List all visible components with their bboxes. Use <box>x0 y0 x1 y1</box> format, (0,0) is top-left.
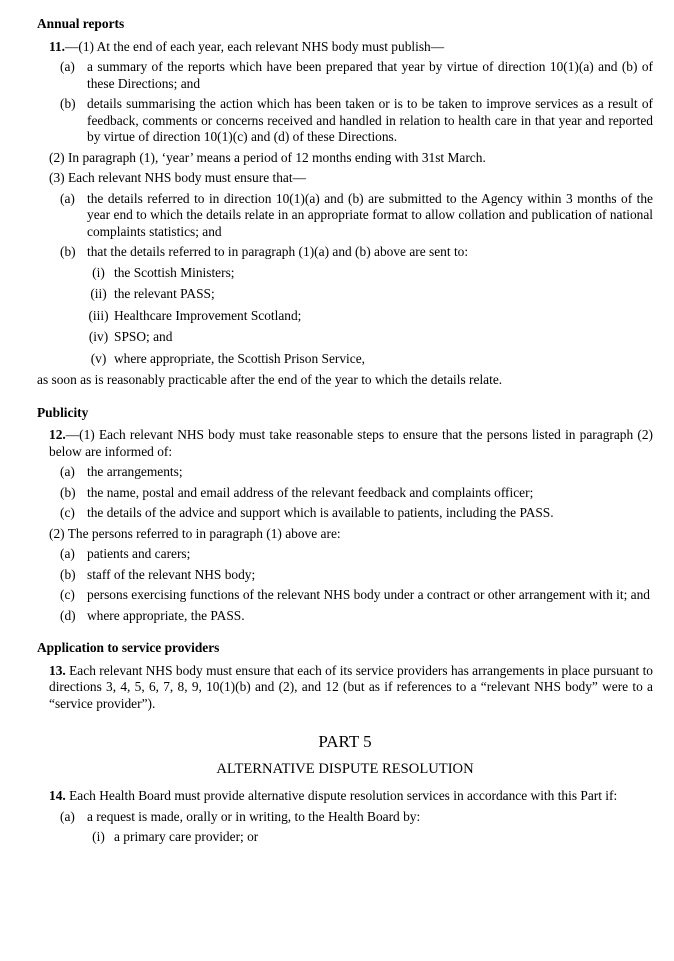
list-item: (a) patients and carers; <box>60 546 191 561</box>
sub-item: (i) a primary care provider; or <box>92 829 259 844</box>
section-heading-publicity: Publicity <box>37 404 89 420</box>
sub-item: (ii) the relevant PASS; <box>90 286 215 301</box>
document-page <box>37 16 653 851</box>
direction-number: 12. <box>49 427 66 442</box>
list-item: (a) a summary of the reports which have been prepared that year by virtue of direction 10(1)(a) and (b) of these Directions; and <box>60 59 653 91</box>
direction-11-intro: 11.—(1) At the end of each year, each relevant NHS body must publish— <box>49 38 445 54</box>
list-item: (a) a request is made, orally or in writing, to the Health Board by: <box>60 808 421 824</box>
part-title: PART 5 <box>318 732 372 751</box>
paragraph: (2) In paragraph (1), ‘year’ means a period of 12 months ending with 31st March. <box>49 149 486 165</box>
paragraph: (3) Each relevant NHS body must ensure that— <box>49 170 306 185</box>
list-item: (b) details summarising the action which has been taken or is to be taken to improve services as a result of feedback, comments or concerns received and handled in relation to health care in that year and reported by virtue of direction 10(1)(c) and (d) of these Directions. <box>60 96 653 144</box>
closing-text: as soon as is reasonably practicable after the end of the year to which the details relate. <box>37 372 503 387</box>
list-item: (c) persons exercising functions of the relevant NHS body under a contract or other arrangement with it; and <box>60 587 650 602</box>
paragraph: (2) The persons referred to in paragraph (1) above are: <box>49 525 341 541</box>
sub-item: (iv) SPSO; and <box>88 329 173 344</box>
sub-item: (iii) Healthcare Improvement Scotland; <box>88 307 302 323</box>
direction-number: 11. <box>49 38 65 54</box>
direction-12-intro: 12.—(1) Each relevant NHS body must take reasonable steps to ensure that the persons listed in paragraph (2) below are informed of: <box>49 427 653 459</box>
list-item: (b) that the details referred to in paragraph (1)(a) and (b) above are sent to: <box>60 244 469 259</box>
section-heading-service-providers: Application to service providers <box>37 640 220 655</box>
list-item: (c) the details of the advice and support which is available to patients, including the PASS. <box>60 505 554 520</box>
sub-item: (v) where appropriate, the Scottish Prison Service, <box>90 350 366 366</box>
direction-number: 14. <box>49 788 66 803</box>
list-item: (a) the details referred to in direction 10(1)(a) and (b) are submitted to the Agency within 3 months of the year end to which the details relate in an appropriate format to allow collation and publication of national complaints statistics; and <box>60 190 653 239</box>
list-item: (a) the arrangements; <box>60 464 183 479</box>
sub-item: (i) the Scottish Ministers; <box>92 264 235 280</box>
section-heading-annual-reports: Annual reports <box>37 16 125 31</box>
part-subtitle: ALTERNATIVE DISPUTE RESOLUTION <box>216 760 474 777</box>
direction-14-text: 14. Each Health Board must provide alternative dispute resolution services in accordance with this Part if: <box>49 788 618 803</box>
list-item: (b) the name, postal and email address of the relevant feedback and complaints officer; <box>60 484 534 500</box>
direction-13-text: 13. Each relevant NHS body must ensure that each of its service providers has arrangements in place pursuant to directions 3, 4, 5, 6, 7, 8, 9, 10(1)(b) and (2), and 12 (but as if references to a “relevant NHS body” were to a “service provider”). <box>49 662 653 711</box>
list-item: (b) staff of the relevant NHS body; <box>60 566 256 582</box>
list-item: (d) where appropriate, the PASS. <box>60 607 245 623</box>
direction-number: 13. <box>49 662 66 678</box>
